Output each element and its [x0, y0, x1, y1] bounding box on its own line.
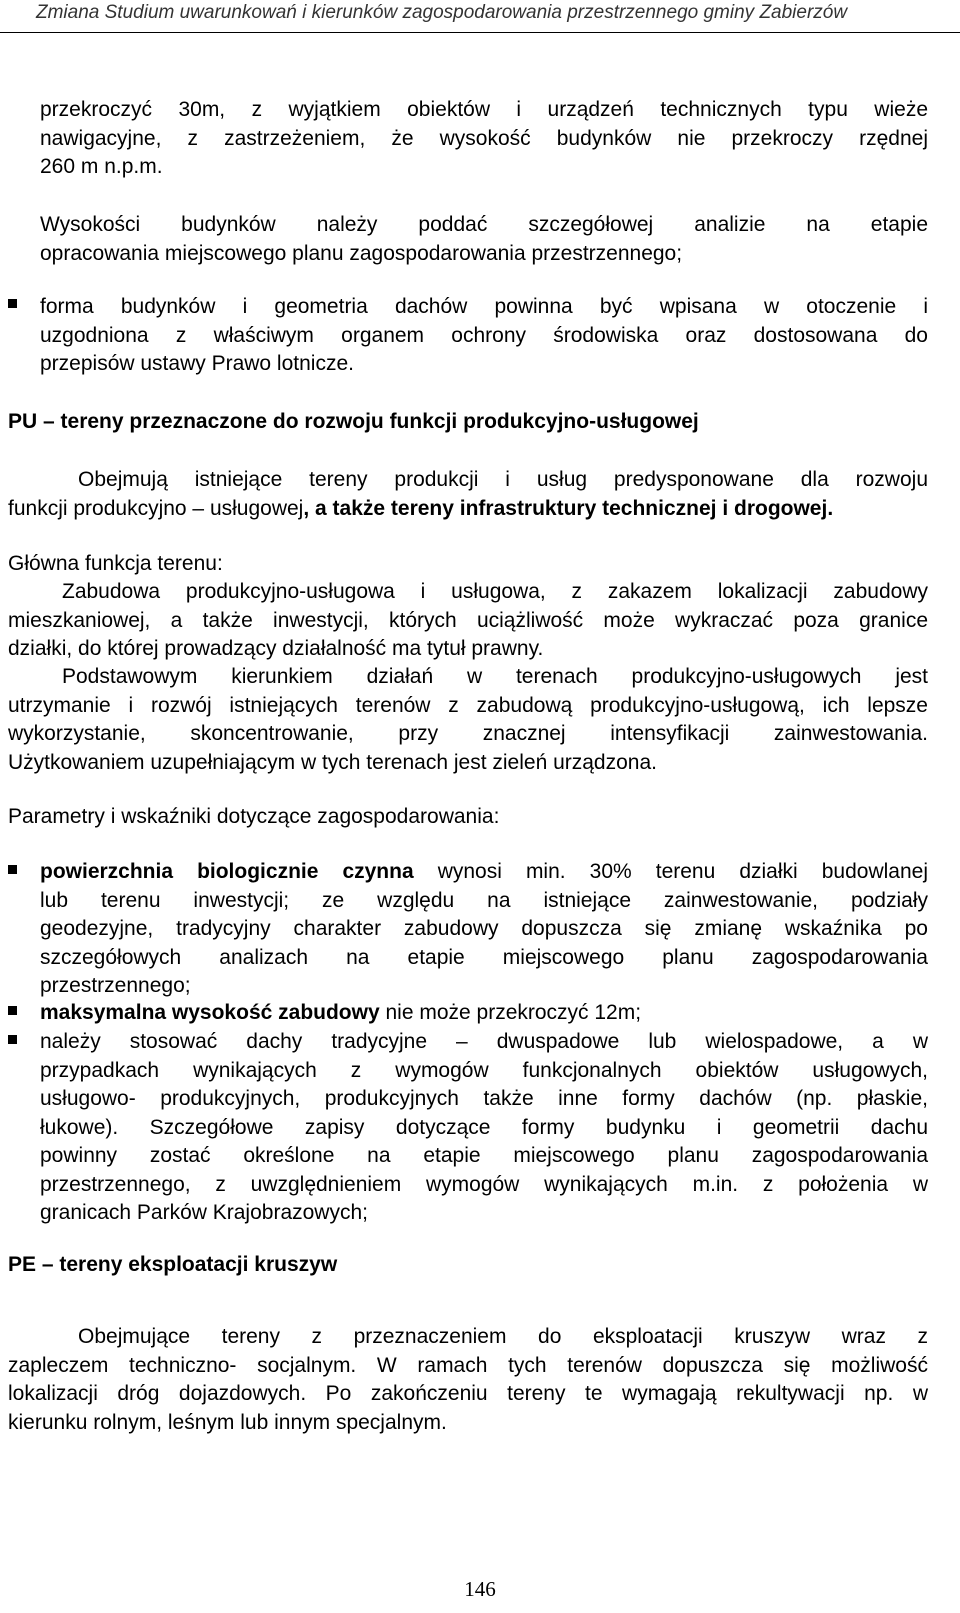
paragraph-height-analysis [40, 211, 928, 268]
text-line: lokalizacji dróg dojazdowych. Po zakończeniu tereny te wymagają rekultywacji np. w [8, 1382, 928, 1405]
running-header [0, 0, 960, 33]
text-line: 260 m n.p.m. [40, 155, 163, 178]
text-line: kierunku rolnym, leśnym lub innym specjalnym. [8, 1410, 447, 1434]
text-line: Obejmujące tereny z przeznaczeniem do eksploatacji kruszyw wraz z [78, 1325, 928, 1348]
bullet-roofs [40, 1028, 928, 1228]
bullet-marker [8, 299, 17, 308]
text-line: działki, do której prowadzący działalność ma tytuł prawny. [8, 637, 544, 660]
text-line: przekroczyć 30m, z wyjątkiem obiektów i urządzeń technicznych typu wieże [40, 98, 928, 121]
text-line: granicach Parków Krajobrazowych; [40, 1201, 368, 1224]
section-heading-pe: PE – tereny eksploatacji kruszyw [8, 1253, 338, 1276]
text-line: Zabudowa produkcyjno-usługowa i usługowa, z zakazem lokalizacji zabudowy [62, 580, 928, 603]
text-line: Użytkowaniem uzupełniającym w tych terenach jest zieleń urządzona. [8, 750, 657, 774]
text-line: łukowe). Szczegółowe zapisy dotyczące formy budynku i geometrii dachu [40, 1115, 928, 1139]
text-line: nawigacyjne, z zastrzeżeniem, że wysokość budynków nie przekroczy rzędnej [40, 126, 928, 150]
text-line: powinny zostać określone na etapie miejscowego planu zagospodarowania [40, 1144, 928, 1167]
bullet-roof-form [40, 293, 928, 379]
text-line: usługowo- produkcyjnych, produkcyjnych także inne formy dachów (np. płaskie, [40, 1087, 928, 1110]
text-line: Wysokości budynków należy poddać szczegółowej analizie na etapie [40, 213, 928, 236]
paragraph-height-limit [40, 96, 928, 182]
text-line: funkcji produkcyjno – usługowej, a także tereny infrastruktury technicznej i drogowej. [8, 496, 834, 520]
text-line: wykorzystanie, skoncentrowanie, przy znacznej intensyfikacji zainwestowania. [8, 722, 928, 745]
text-line: opracowania miejscowego planu zagospodarowania przestrzennego; [40, 241, 683, 265]
text-line: utrzymanie i rozwój istniejących terenów z zabudową produkcyjno-usługową, ich lepsze [8, 693, 928, 717]
page-number: 146 [464, 1577, 496, 1601]
paragraph-pe [8, 1323, 928, 1437]
paragraph-main-direction [8, 663, 928, 777]
header-title: Zmiana Studium uwarunkowań i kierunków zagospodarowania przestrzennego gminy Zabierzów [36, 2, 848, 23]
bullet-max-height: maksymalna wysokość zabudowy nie może przekroczyć 12m; [40, 1001, 642, 1024]
bullet-marker [8, 1006, 17, 1015]
text-line: Obejmują istniejące tereny produkcji i usług predysponowane dla rozwoju [78, 468, 928, 491]
text-line: lub terenu inwestycji; ze względu na istniejące zainwestowanie, podziały [40, 888, 928, 912]
text-line: geodezyjne, tradycyjny charakter zabudowy dopuszcza się zmianę wskaźnika po [40, 917, 928, 940]
text-line: zapleczem techniczno- socjalnym. W ramach tych terenów dopuszcza się możliwość [8, 1353, 928, 1377]
parameters-label: Parametry i wskaźniki dotyczące zagospodarowania: [8, 805, 500, 828]
text-line: należy stosować dachy tradycyjne – dwuspadowe lub wielospadowe, a w [40, 1030, 928, 1053]
text-line: uzgodniona z właściwym organem ochrony środowiska oraz dostosowana do [40, 323, 928, 347]
bullet-marker [8, 1035, 17, 1044]
section-heading-pu: PU – tereny przeznaczone do rozwoju funkcji produkcyjno-usługowej [8, 410, 699, 433]
paragraph-main-function [8, 578, 928, 664]
bullet-biologically-active-area [40, 858, 928, 1001]
text-line: Podstawowym kierunkiem działań w terenach produkcyjno-usługowych jest [62, 665, 928, 688]
text-line: przepisów ustawy Prawo lotnicze. [40, 352, 354, 375]
bullet-marker [8, 865, 17, 874]
paragraph-pu-intro [8, 466, 928, 523]
text-line: przestrzennego, z uwzględnieniem wymogów wynikających m.in. z położenia w [40, 1172, 928, 1196]
text-line: szczegółowych analizach na etapie miejscowego planu zagospodarowania [40, 945, 928, 969]
text-line: przestrzennego; [40, 974, 191, 997]
text-line: mieszkaniowej, a także inwestycji, których uciążliwość może wykraczać poza granice [8, 608, 928, 632]
main-function-label: Główna funkcja terenu: [8, 552, 223, 575]
text-line: forma budynków i geometria dachów powinna być wpisana w otoczenie i [40, 295, 928, 318]
text-line: powierzchnia biologicznie czynna wynosi min. 30% terenu działki budowlanej [40, 860, 928, 883]
text-line: przypadkach wynikających z wymogów funkcjonalnych obiektów usługowych, [40, 1058, 928, 1082]
